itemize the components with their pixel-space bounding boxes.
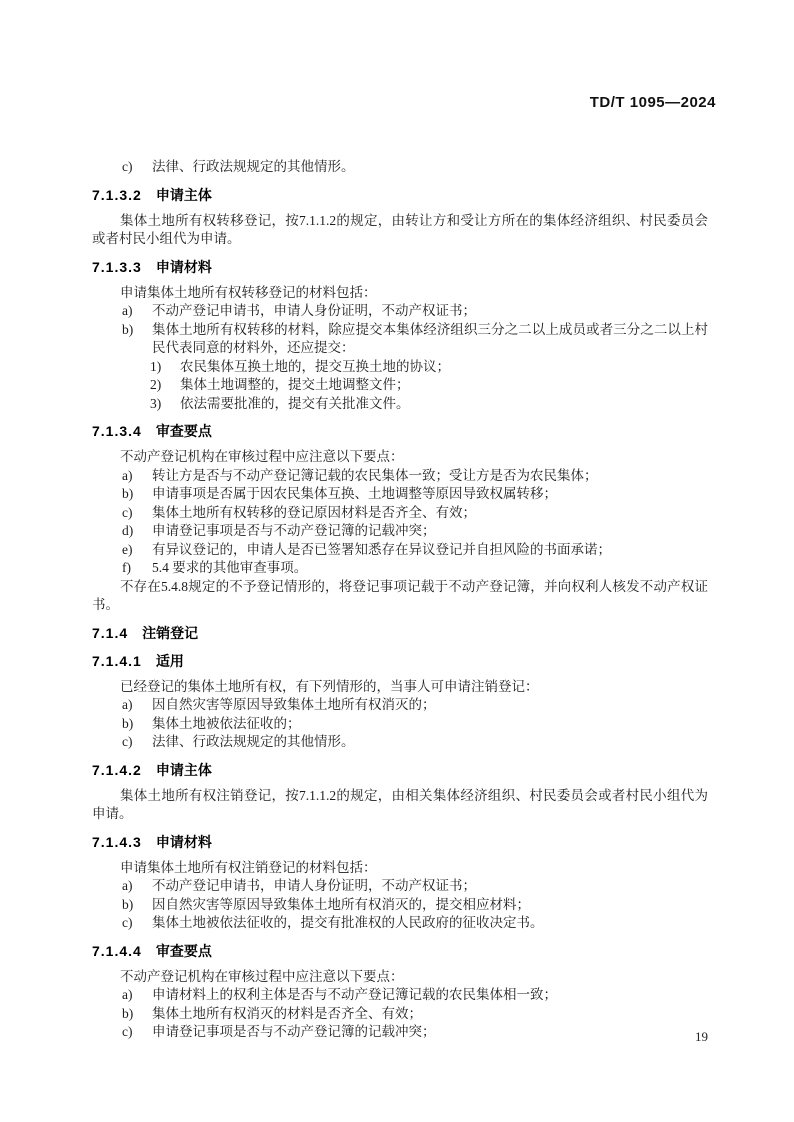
heading-number: 7.1.4.2 bbox=[92, 761, 142, 778]
list-item bbox=[92, 559, 708, 578]
list-item-text: 集体土地被依法征收的，提交有批准权的人民政府的征收决定书。 bbox=[152, 915, 544, 930]
heading-number: 7.1.3.2 bbox=[92, 186, 142, 203]
list-item bbox=[92, 302, 708, 321]
list-marker: c) bbox=[122, 915, 133, 930]
list-item bbox=[92, 358, 708, 377]
paragraph: 已经登记的集体土地所有权，有下列情形的，当事人可申请注销登记： bbox=[120, 678, 539, 694]
section-heading bbox=[92, 761, 708, 780]
list-item-text: 申请登记事项是否与不动产登记簿的记载冲突； bbox=[152, 1024, 436, 1039]
section-heading bbox=[92, 624, 708, 643]
list-item bbox=[92, 504, 708, 523]
list-marker: a) bbox=[122, 987, 133, 1002]
list-marker: c) bbox=[122, 504, 133, 520]
list-marker: e) bbox=[122, 541, 133, 557]
heading-title: 申请主体 bbox=[155, 186, 212, 203]
list-marker: b) bbox=[122, 1005, 134, 1021]
heading-number: 7.1.3.4 bbox=[92, 423, 142, 439]
page-number: 19 bbox=[695, 1029, 708, 1044]
section-heading bbox=[92, 422, 708, 441]
heading-number: 7.1.4.3 bbox=[92, 833, 142, 850]
section-heading bbox=[92, 258, 708, 277]
heading-title: 申请材料 bbox=[155, 258, 212, 275]
heading-number: 7.1.3.3 bbox=[92, 258, 142, 275]
heading-number: 7.1.4 bbox=[92, 624, 129, 641]
heading-number: 7.1.4.4 bbox=[92, 942, 142, 959]
heading-title: 注销登记 bbox=[142, 624, 199, 641]
list-item bbox=[92, 541, 708, 560]
heading-title: 适用 bbox=[155, 652, 184, 669]
list-marker: c) bbox=[122, 734, 133, 749]
list-item-text: 5.4 要求的其他审查事项。 bbox=[152, 560, 308, 575]
list-item bbox=[92, 1023, 708, 1042]
list-item-text: 因自然灾害等原因导致集体土地所有权消灭的，提交相应材料； bbox=[152, 896, 530, 912]
paragraph: 集体土地所有权转移登记，按7.1.1.2的规定，由转让方和受让方所在的集体经济组织、村民委员会或者村民小组代为申请。 bbox=[92, 212, 708, 246]
paragraph: 申请集体土地所有权转移登记的材料包括： bbox=[120, 284, 377, 300]
list-marker: c) bbox=[122, 159, 133, 174]
list-item bbox=[92, 696, 708, 715]
list-marker: a) bbox=[122, 467, 133, 483]
heading-title: 申请主体 bbox=[155, 761, 212, 778]
doc-code-header: TD/T 1095—2024 bbox=[589, 94, 716, 111]
list-item-text: 集体土地所有权转移的登记原因材料是否齐全、有效； bbox=[152, 504, 476, 520]
list-item-text: 法律、行政法规规定的其他情形。 bbox=[152, 734, 355, 749]
list-item bbox=[92, 733, 708, 752]
heading-title: 申请材料 bbox=[155, 833, 212, 850]
list-marker: b) bbox=[122, 715, 134, 731]
list-item-text: 农民集体互换土地的，提交互换土地的协议； bbox=[180, 358, 450, 374]
list-item-text: 不动产登记申请书，申请人身份证明，不动产权证书； bbox=[152, 878, 476, 893]
list-marker: a) bbox=[122, 878, 133, 893]
list-marker: b) bbox=[122, 321, 134, 337]
list-item-text: 依法需要批准的，提交有关批准文件。 bbox=[180, 395, 410, 411]
heading-number: 7.1.4.1 bbox=[92, 652, 142, 669]
heading-title: 审查要点 bbox=[155, 423, 212, 439]
list-item-text: 不动产登记申请书，申请人身份证明，不动产权证书； bbox=[152, 303, 476, 318]
list-item-text: 申请登记事项是否与不动产登记簿的记载冲突； bbox=[152, 523, 436, 538]
list-item-text: 转让方是否与不动产登记簿记载的农民集体一致；受让方是否为农民集体； bbox=[152, 467, 598, 483]
list-item-text: 法律、行政法规规定的其他情形。 bbox=[152, 159, 355, 174]
list-item-text: 集体土地调整的，提交土地调整文件； bbox=[180, 377, 410, 392]
list-item-text: 有异议登记的，申请人是否已签署知悉存在异议登记并自担风险的书面承诺； bbox=[152, 541, 611, 557]
list-marker: 3) bbox=[150, 395, 162, 411]
list-marker: a) bbox=[122, 303, 133, 318]
list-item bbox=[92, 877, 708, 896]
list-item bbox=[92, 896, 708, 915]
section-heading bbox=[92, 833, 708, 852]
content bbox=[92, 158, 708, 1042]
section-heading bbox=[92, 652, 708, 671]
section-heading bbox=[92, 942, 708, 961]
list-marker: c) bbox=[122, 1024, 133, 1039]
list-marker: 2) bbox=[150, 377, 162, 392]
list-marker: b) bbox=[122, 486, 134, 501]
list-item-text: 因自然灾害等原因导致集体土地所有权消灭的； bbox=[152, 697, 436, 712]
list-item bbox=[92, 376, 708, 395]
list-item bbox=[92, 914, 708, 933]
paragraph: 集体土地所有权注销登记，按7.1.1.2的规定，由相关集体经济组织、村民委员会或者村民小组代为申请。 bbox=[92, 787, 708, 821]
list-item bbox=[92, 395, 708, 414]
list-item bbox=[92, 715, 708, 734]
paragraph: 不动产登记机构在审核过程中应注意以下要点： bbox=[120, 968, 404, 984]
list-item-text: 集体土地所有权转移的材料，除应提交本集体经济组织三分之二以上成员或者三分之二以上村民代表同意的材料外，还应提交： bbox=[152, 321, 708, 355]
list-item-text: 集体土地被依法征收的； bbox=[152, 715, 301, 731]
list-item bbox=[92, 158, 708, 177]
list-item-text: 集体土地所有权消灭的材料是否齐全、有效； bbox=[152, 1005, 422, 1021]
list-marker: a) bbox=[122, 697, 133, 712]
list-marker: b) bbox=[122, 896, 134, 912]
list-marker: 1) bbox=[150, 358, 162, 374]
heading-title: 审查要点 bbox=[155, 942, 212, 959]
list-marker: f) bbox=[122, 560, 131, 575]
list-item bbox=[92, 321, 708, 358]
paragraph: 不存在5.4.8规定的不予登记情形的，将登记事项记载于不动产登记簿，并向权利人核发不动产权证书。 bbox=[92, 578, 708, 612]
list-item bbox=[92, 1005, 708, 1024]
list-item-text: 申请事项是否属于因农民集体互换、土地调整等原因导致权属转移； bbox=[152, 486, 557, 501]
list-item bbox=[92, 522, 708, 541]
list-item bbox=[92, 986, 708, 1005]
list-item bbox=[92, 485, 708, 504]
paragraph: 不动产登记机构在审核过程中应注意以下要点： bbox=[120, 449, 404, 464]
section-heading bbox=[92, 186, 708, 205]
list-item-text: 申请材料上的权利主体是否与不动产登记簿记载的农民集体相一致； bbox=[152, 987, 557, 1002]
paragraph: 申请集体土地所有权注销登记的材料包括： bbox=[120, 859, 377, 875]
list-marker: d) bbox=[122, 523, 134, 538]
list-item bbox=[92, 467, 708, 486]
